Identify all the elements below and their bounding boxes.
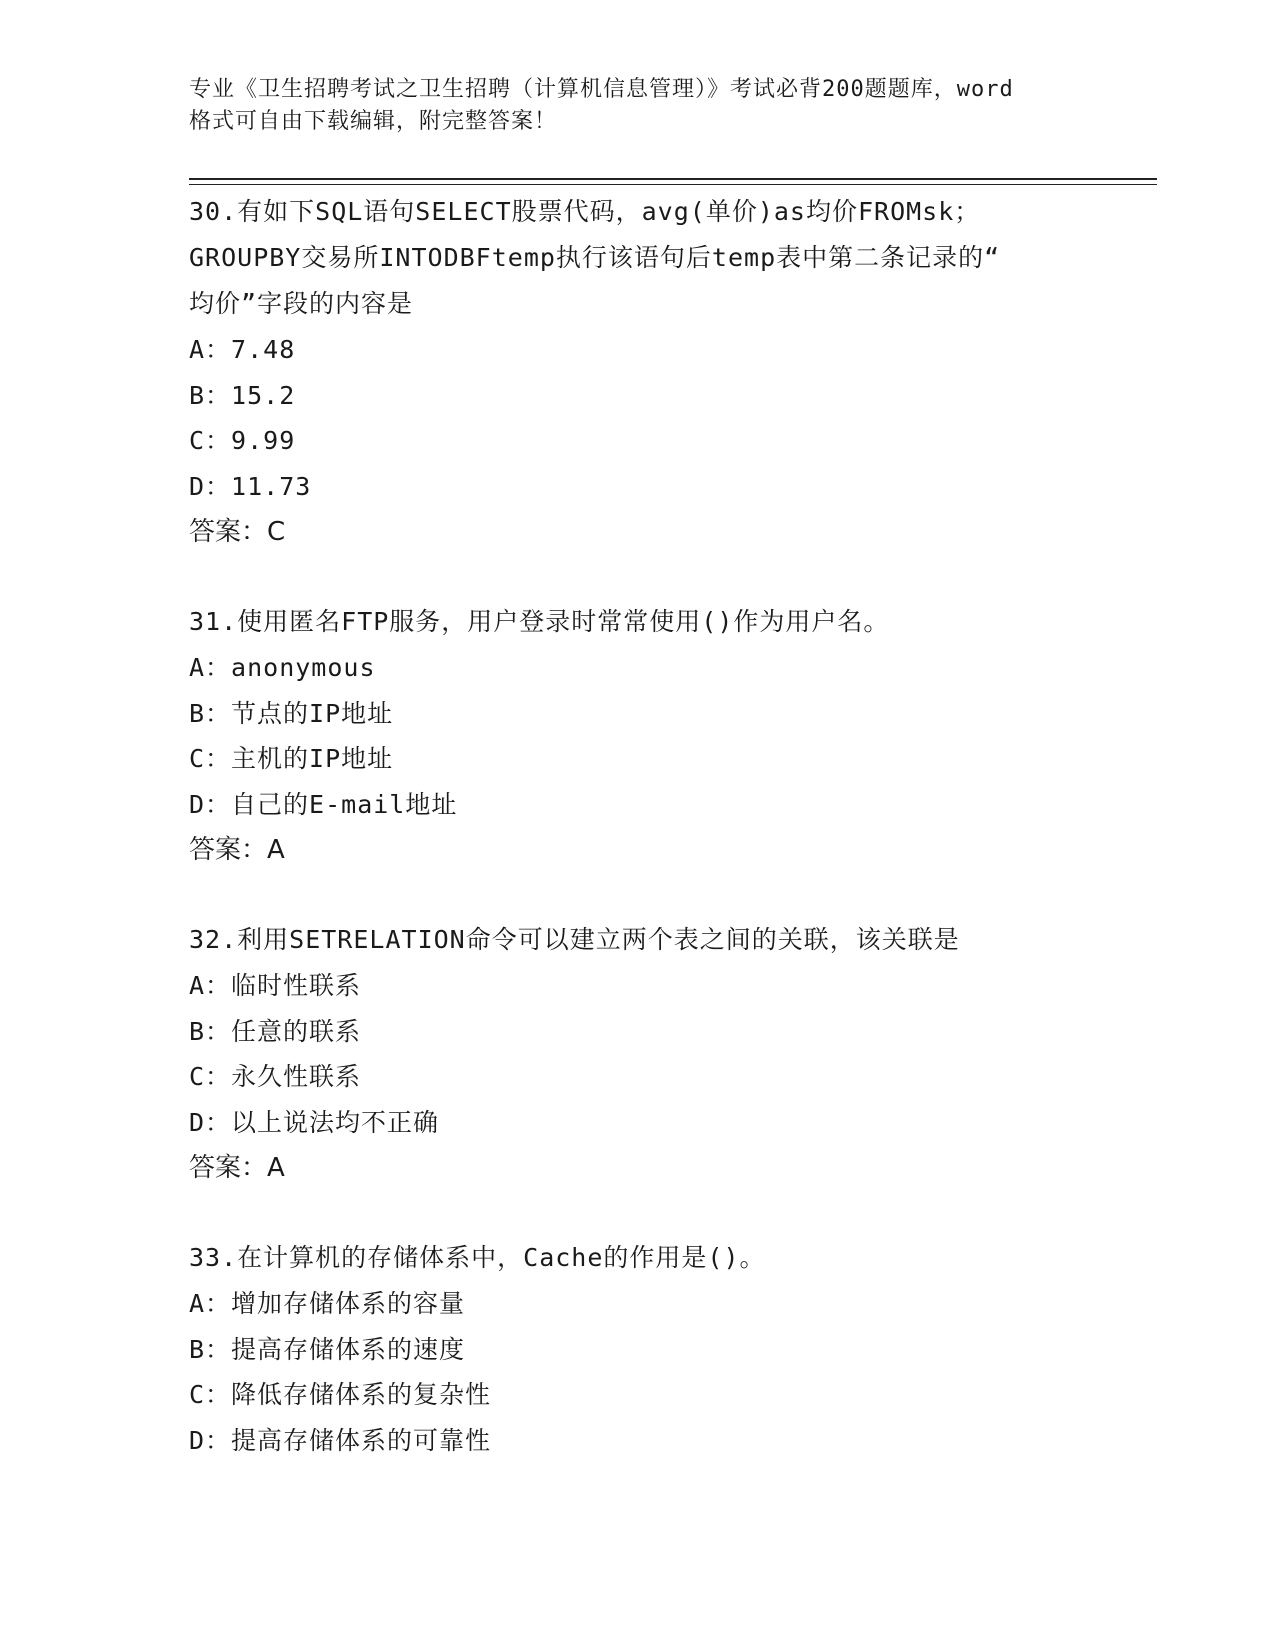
answer-line: 答案：A bbox=[189, 835, 285, 865]
question-text-line: 32.利用SETRELATION命令可以建立两个表之间的关联，该关联是 bbox=[189, 925, 960, 954]
question-32 bbox=[189, 917, 1089, 1191]
option-c: C：9.99 bbox=[189, 426, 296, 455]
option-a: A：临时性联系 bbox=[189, 971, 362, 1000]
answer-line: 答案：A bbox=[189, 1153, 285, 1183]
option-b: B：提高存储体系的速度 bbox=[189, 1334, 466, 1364]
question-text-line: GROUPBY交易所INTODBFtemp执行该语句后temp表中第二条记录的“ bbox=[189, 243, 1001, 272]
answer-line: 答案：C bbox=[189, 517, 286, 547]
option-a: A：7.48 bbox=[189, 335, 296, 364]
option-c: C：降低存储体系的复杂性 bbox=[189, 1380, 492, 1409]
header-line-2: 格式可自由下载编辑，附完整答案！ bbox=[189, 109, 558, 134]
question-31 bbox=[189, 599, 1089, 873]
header-divider-thin bbox=[189, 184, 1157, 185]
question-text-line: 31.使用匿名FTP服务，用户登录时常常使用()作为用户名。 bbox=[189, 607, 890, 636]
question-list bbox=[189, 189, 1089, 1507]
question-text-line: 均价”字段的内容是 bbox=[189, 289, 414, 318]
option-b: B：节点的IP地址 bbox=[189, 698, 394, 728]
question-text-line: 33.在计算机的存储体系中，Cache的作用是()。 bbox=[189, 1243, 766, 1272]
option-d: D：自己的E-mail地址 bbox=[189, 789, 458, 819]
question-30 bbox=[189, 189, 1089, 555]
header-divider-thick bbox=[189, 178, 1157, 180]
option-a: A：增加存储体系的容量 bbox=[189, 1289, 466, 1318]
option-c: C：主机的IP地址 bbox=[189, 744, 394, 773]
option-b: B：15.2 bbox=[189, 380, 296, 410]
option-b: B：任意的联系 bbox=[189, 1016, 362, 1046]
option-a: A：anonymous bbox=[189, 653, 376, 682]
header-line-1: 专业《卫生招聘考试之卫生招聘（计算机信息管理）》考试必背200题题库，word bbox=[189, 77, 1014, 102]
option-d: D：11.73 bbox=[189, 471, 312, 501]
question-33 bbox=[189, 1235, 1089, 1463]
option-c: C：永久性联系 bbox=[189, 1062, 362, 1091]
document-header bbox=[189, 74, 1089, 138]
option-d: D：以上说法均不正确 bbox=[189, 1107, 440, 1137]
option-d: D：提高存储体系的可靠性 bbox=[189, 1425, 492, 1455]
question-text-line: 30.有如下SQL语句SELECT股票代码，avg(单价)as均价FROMsk； bbox=[189, 197, 981, 226]
